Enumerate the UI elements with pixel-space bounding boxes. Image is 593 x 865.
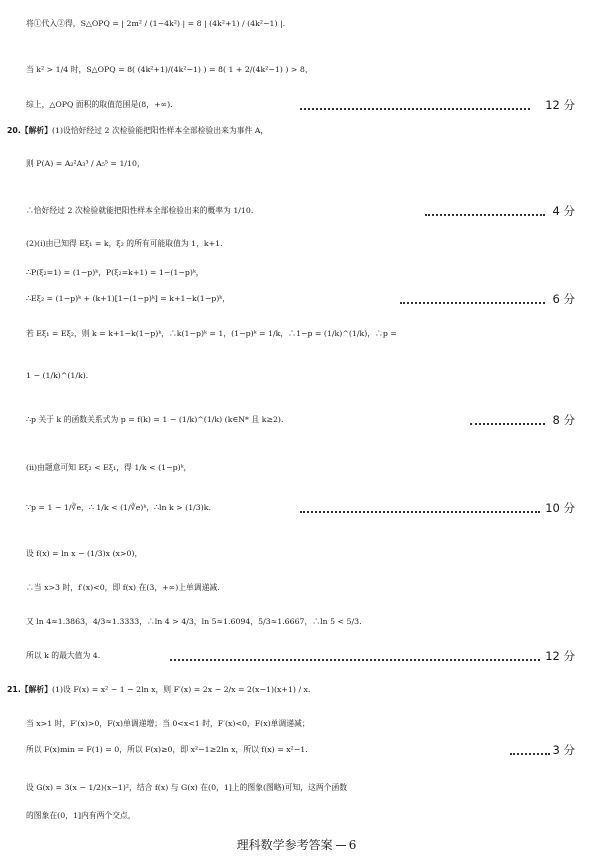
answer-line: 设 f(x) = ln x − (1/3)x (x>0)， [26,549,143,558]
answer-line: (2)(ⅰ)由已知得 Eξ₁ = k，ξ₂ 的所有可能取值为 1，k+1. [26,239,223,248]
problem-20-header [7,123,593,139]
answer-line: 设 G(x) = 3(x − 1/2)(x−1)²，结合 f(x) 与 G(x) 在(0，1]上的图象(图略)可知，这两个函数 [26,783,348,792]
leader-dots [470,423,545,425]
leader-dots [510,753,550,755]
problem-label: 20.【解析】 [7,126,52,135]
answer-line: 将①代入②得，S△OPQ = | 2m² / (1−4k²) | = 8 | (4k²+1) / (4k²−1) |. [26,19,286,28]
leader-dots [300,108,530,110]
score-mark: 6 分 [552,292,575,306]
score-mark: 12 分 [545,98,575,112]
answer-line: ∴Eξ₂ = (1−p)ᵏ + (k+1)[1−(1−p)ᵏ] = k+1−k(1−p)ᵏ， [26,294,230,303]
answer-line: (ⅱ)由题意可知 Eξ₂ < Eξ₁，得 1/k < (1−p)ᵏ， [26,463,192,472]
answer-line: 则 P(A) = A₂²A₃³ / A₅⁵ = 1/10， [26,159,145,168]
answer-line: 又 ln 4≈1.3863，4/3≈1.3333，∴ln 4 > 4/3，ln 5≈1.6094，5/3≈1.6667，∴ln 5 < 5/3. [26,617,362,626]
answer-text: (1)设恰好经过 2 次检验能把阳性样本全部检验出来为事件 A， [52,126,269,135]
answer-line: ∵p = 1 − 1/∛e，∴ 1/k < (1/∛e)ᵏ，∴ln k > (1/3)k. [26,503,211,512]
score-mark: 3 分 [552,743,575,757]
answer-line: 当 k² > 1/4 时，S△OPQ = 8( (4k²+1)/(4k²−1) ) = 8( 1 + 2/(4k²−1) ) > 8， [26,65,313,74]
answer-line: 的图象在(0，1]内有两个交点， [26,811,136,820]
answer-line: 若 Eξ₁ = Eξ₂，则 k = k+1−k(1−p)ᵏ，∴k(1−p)ᵏ = 1，(1−p)ᵏ = 1/k，∴1−p = (1/k)^(1/k)，∴p = [26,329,397,338]
answer-line: 综上，△OPQ 面积的取值范围是(8，+∞). [26,100,173,109]
problem-label: 21.【解析】 [7,685,52,694]
score-mark: 10 分 [545,501,575,515]
answer-line: 所以 k 的最大值为 4. [26,651,101,660]
score-mark: 8 分 [552,413,575,427]
answer-line: 1 − (1/k)^(1/k). [26,371,89,380]
answer-line: 当 x>1 时，F′(x)>0，F(x)单调递增；当 0<x<1 时，F′(x)<0，F(x)单调递减； [26,719,310,728]
page-number: 6 [348,838,357,852]
answer-line: ∴P(ξ₂=1) = (1−p)ᵏ，P(ξ₂=k+1) = 1−(1−p)ᵏ， [26,268,204,277]
leader-dots [400,302,545,304]
answer-line: 所以 F(x)min = F(1) = 0，所以 F(x)≥0，即 x²−1≥2ln x，所以 f(x) = x²−1. [26,745,308,754]
leader-dots [425,214,545,216]
score-mark: 4 分 [552,204,575,218]
score-mark: 12 分 [545,649,575,663]
footer-dash [336,845,346,846]
answer-text: (1)设 F(x) = x² − 1 − 2ln x，则 F′(x) = 2x − 2/x = 2(x−1)(x+1) / x. [52,685,311,694]
answer-line: ∴当 x>3 时，f′(x)<0，即 f(x) 在(3，+∞)上单调递减. [26,583,220,592]
problem-21-header [7,682,593,698]
answer-line: ∴恰好经过 2 次检验就能把阳性样本全部检验出来的概率为 1/10. [26,206,254,215]
leader-dots [170,659,540,661]
answer-line: ∴p 关于 k 的函数关系式为 p = f(k) = 1 − (1/k)^(1/k) (k∈N* 且 k≥2). [26,415,284,424]
footer-title: 理科数学参考答案 [236,838,333,852]
page-footer [0,838,593,852]
leader-dots [300,511,540,513]
